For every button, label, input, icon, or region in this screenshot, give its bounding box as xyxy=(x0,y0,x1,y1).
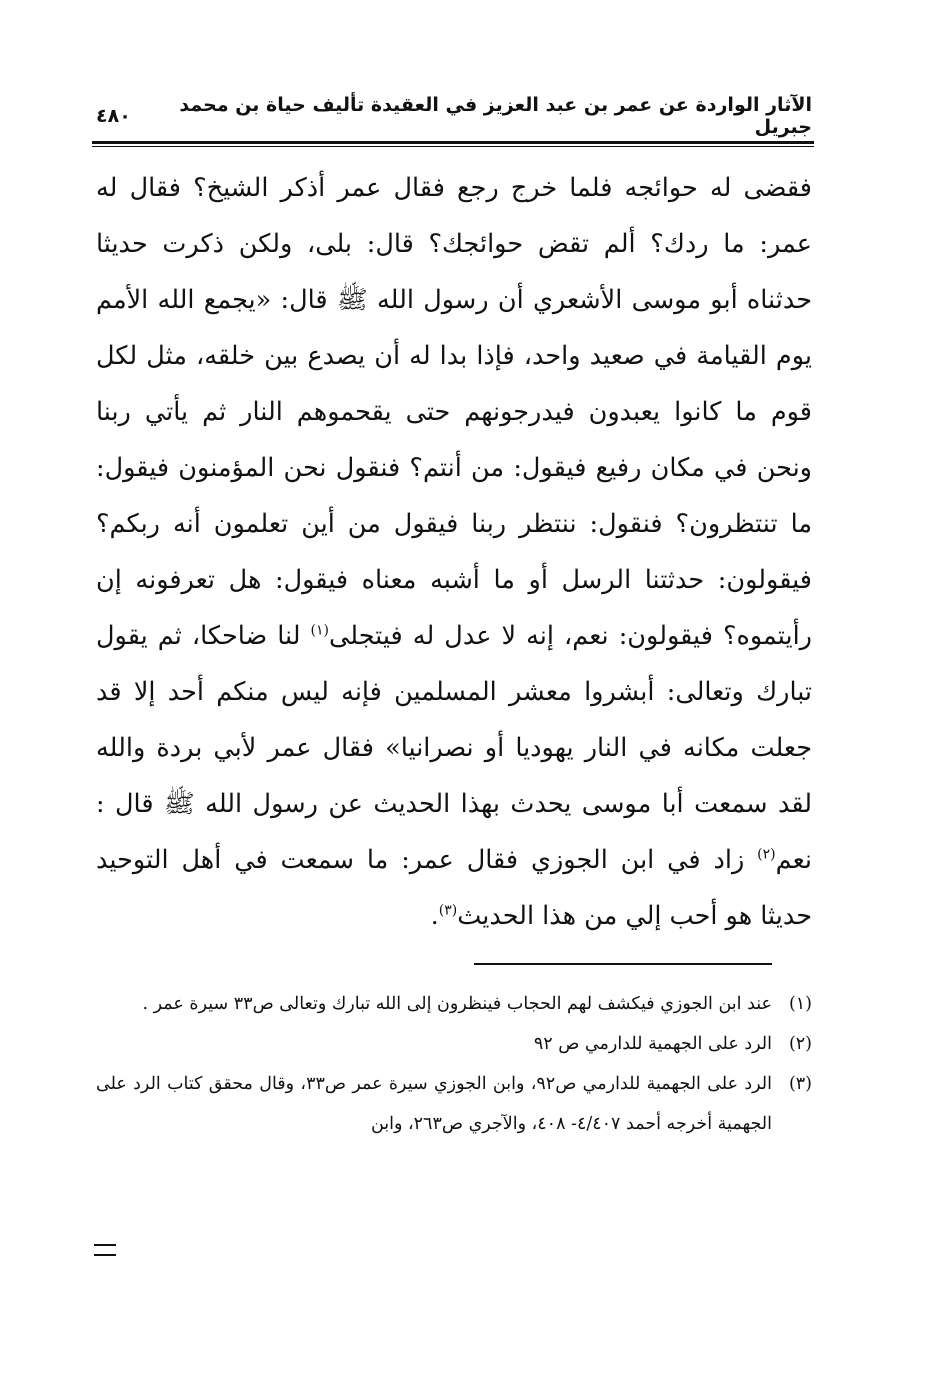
footnote-number: (٣) xyxy=(788,1074,812,1094)
body-text xyxy=(96,160,812,944)
body-paragraph xyxy=(96,160,812,944)
footnote-text: الرد على الجهمية للدارمي ص٩٢، وابن الجوزي سيرة عمر ص٣٣، وقال محقق كتاب الرد على الجهمية أخرجه أحمد ٤/٤٠٧- ٤٠٨، والآجري ص٢٦٣، وابن xyxy=(96,1074,772,1134)
body-text-part-1: فقضى له حوائجه فلما خرج رجع فقال عمر أذكر الشيخ؟ فقال له عمر: ما ردك؟ ألم تقض حوائجك؟ قال: بلى، ولكن ذكرت حديثا حدثناه أبو موسى الأشعري أن رسول الله ﷺ قال: «يجمع الله الأمم يوم القيامة في صعيد واحد، فإذا بدا له أن يصدع بين خلقه، مثل لكل قوم ما كانوا يعبدون فيدرجونهم حتى يقحموهم النار ثم يأتي ربنا ونحن في مكان رفيع فيقول: من أنتم؟ فنقول نحن المؤمنون فيقول: ما تنتظرون؟ فنقول: ننتظر ربنا فيقول من أين تعلمون أنه ربكم؟ فيقولون: حدثتنا الرسل أو ما أشبه معناه فيقول: هل تعرفونه إن رأيتموه؟ فيقولون: نعم، إنه لا عدل له فيتجلى xyxy=(96,173,812,651)
footnotes xyxy=(96,984,812,1144)
footnote-item xyxy=(96,1024,812,1064)
footnote-marker-1[interactable]: (١) xyxy=(310,622,329,639)
footnote-text: الرد على الجهمية للدارمي ص ٩٢ xyxy=(533,1034,772,1054)
footnote-number: (١) xyxy=(788,994,812,1014)
body-text-part-2: لنا ضاحكا، ثم يقول تبارك وتعالى: أبشروا معشر المسلمين فإنه ليس منكم أحد إلا قد جعلت مكانه في النار يهوديا أو نصرانيا» فقال عمر لأبي بردة والله لقد سمعت أبا موسى يحدث بهذا الحديث عن رسول الله ﷺ قال : نعم xyxy=(96,621,812,875)
continuation-mark xyxy=(94,1244,116,1256)
footnote-number: (٢) xyxy=(788,1034,812,1054)
footnote-marker-2[interactable]: (٢) xyxy=(757,846,776,863)
body-text-part-3: زاد في ابن الجوزي فقال عمر: ما سمعت في أهل التوحيد حديثا هو أحب إلي من هذا الحديث xyxy=(96,845,812,931)
footnote-item xyxy=(96,984,812,1024)
page-number: ٤٨٠ xyxy=(96,105,131,127)
footnote-marker-3[interactable]: (٣) xyxy=(438,902,458,919)
header-rule xyxy=(92,141,814,144)
running-header xyxy=(96,96,812,136)
header-rule-thin xyxy=(92,146,814,147)
body-text-ending: . xyxy=(430,901,439,931)
header-title: الآثار الواردة عن عمر بن عبد العزيز في العقيدة تأليف حياة بن محمد جبريل xyxy=(179,94,812,138)
footnote-separator xyxy=(474,963,772,965)
footnote-text: عند ابن الجوزي فيكشف لهم الحجاب فينظرون إلى الله تبارك وتعالى ص٣٣ سيرة عمر . xyxy=(142,994,772,1014)
footnote-item xyxy=(96,1064,812,1144)
